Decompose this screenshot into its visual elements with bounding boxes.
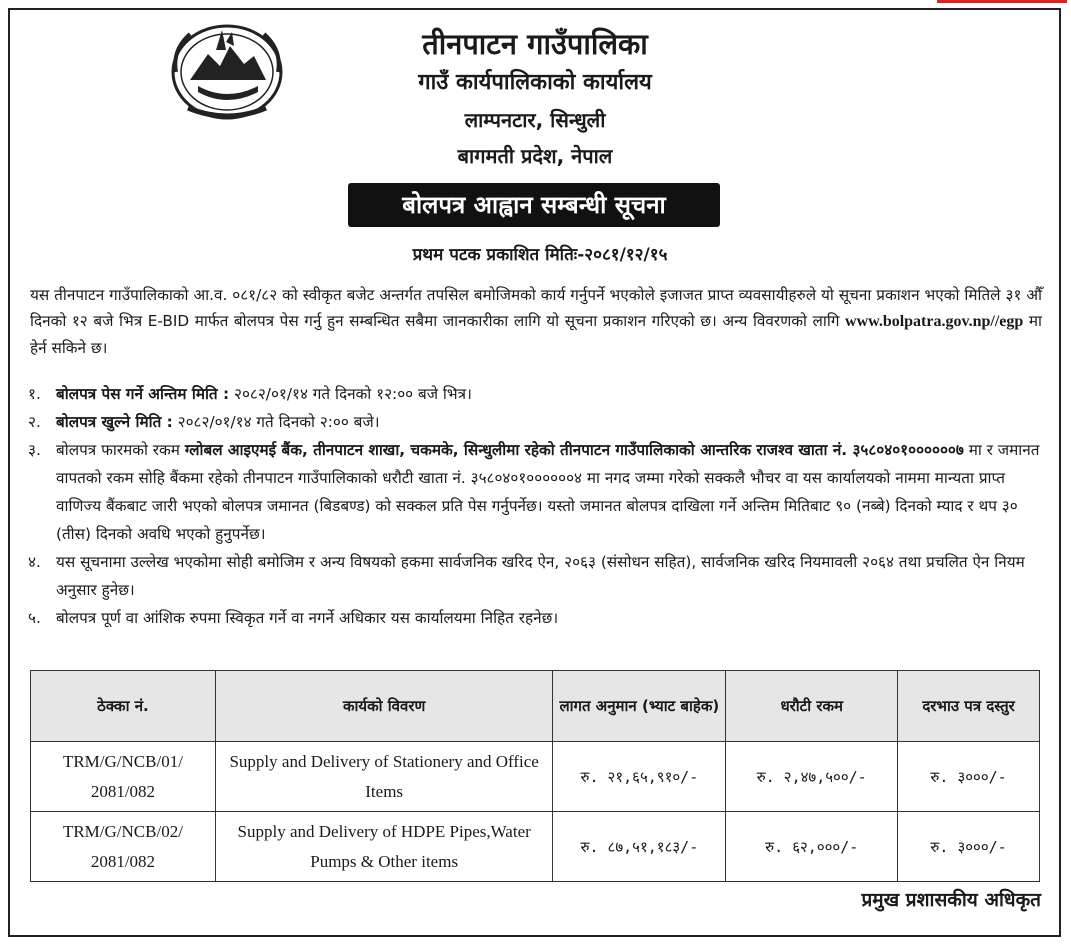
item-number: ४. <box>28 553 41 571</box>
intro-paragraph <box>30 282 1042 361</box>
signature-title: प्रमुख प्रशासकीय अधिकृत <box>861 889 1041 911</box>
cell-fee: रु. ३०००/- <box>898 812 1040 882</box>
list-item <box>28 604 1044 632</box>
header-contract-no: ठेक्का नं. <box>31 671 216 742</box>
conditions-list <box>28 380 1044 632</box>
item-text: २०८२/०१/१४ गते दिनको २:०० बजे। <box>177 413 380 431</box>
office-location: लाम्पनटार, सिन्धुली <box>464 108 606 132</box>
cell-fee: रु. ३०००/- <box>898 742 1040 812</box>
table-header-row <box>31 671 1040 742</box>
office-name: गाउँ कार्यपालिकाको कार्यालय <box>418 70 652 95</box>
cell-contract-no: TRM/G/NCB/01/ 2081/082 <box>31 742 216 812</box>
list-item <box>28 408 1044 436</box>
website-link[interactable]: www.bolpatra.gov.np//egp <box>845 313 1024 330</box>
intro-text: यस तीनपाटन गाउँपालिकाको आ.व. ०८१/८२ को स्वीकृत बजेट अन्तर्गत तपसिल बमोजिमको कार्य गर्नुपर्ने भएकोले इजाजत प्राप्त व्यवसायीहरुले यो सूचना प्रकाशन भएको मितिले ३१ औँ दिनको १२ बजे भित्र E-BID मार्फत बोलपत्र पेस गर्नु हुन सम्बन्धित सबैमा जानकारीका लागि यो सूचना प्रकाशन गरिएको छ। अन्य विवरणको लागि <box>30 286 1042 330</box>
cell-deposit: रु. २,४७,५००/- <box>726 742 898 812</box>
header-fee: दरभाउ पत्र दस्तुर <box>898 671 1040 742</box>
org-name: तीनपाटन गाउँपालिका <box>422 27 648 61</box>
item-pre: बोलपत्र फारमको रकम <box>56 441 180 459</box>
notice-title: बोलपत्र आह्वान सम्बन्धी सूचना <box>348 183 720 227</box>
list-item <box>28 436 1044 548</box>
intro-suffix: मा हेर्न सकिने छ। <box>30 312 1042 357</box>
table-row <box>31 812 1040 882</box>
cell-estimate: रु. ८७,५१,१८३/- <box>553 812 726 882</box>
cell-description: Supply and Delivery of HDPE Pipes,Water Pumps & Other items <box>215 812 553 882</box>
item-text: २०८२/०१/१४ गते दिनको १२:०० बजे भित्र। <box>233 385 472 403</box>
item-text: यस सूचनामा उल्लेख भएकोमा सोही बमोजिम र अन्य विषयको हकमा सार्वजनिक खरिद ऐन, २०६३ (संसोधन सहित), सार्वजनिक खरिद नियमावली २०६४ तथा प्रचलित ऐन नियम अनुसार हुनेछ। <box>56 553 1025 599</box>
header-description: कार्यको विवरण <box>215 671 553 742</box>
item-label: बोलपत्र खुल्ने मिति : <box>56 413 173 431</box>
cell-estimate: रु. २१,६५,९१०/- <box>553 742 726 812</box>
item-number: ५. <box>28 609 41 627</box>
list-item <box>28 380 1044 408</box>
nepal-emblem-icon <box>168 20 286 122</box>
item-bold: ग्लोबल आइएमई बैंक, तीनपाटन शाखा, चकमके, सिन्धुलीमा रहेको तीनपाटन गाउँपालिकाको आन्तरिक राजश्व खाता नं. ३५८०४०१००००००७ <box>184 441 964 459</box>
item-text: बोलपत्र पूर्ण वा आंशिक रुपमा स्विकृत गर्ने वा नगर्ने अधिकार यस कार्यालयमा निहित रहनेछ। <box>56 609 559 627</box>
item-label: बोलपत्र पेस गर्ने अन्तिम मिति : <box>56 385 230 403</box>
cell-description: Supply and Delivery of Stationery and Office Items <box>215 742 553 812</box>
item-number: ३. <box>28 441 41 459</box>
table-row <box>31 742 1040 812</box>
item-number: १. <box>28 385 41 403</box>
item-text: मा र जमानत वापतको रकम सोहि बैंकमा रहेको तीनपाटन गाउँपालिकाको धरौटी खाता नं. ३५८०४०१००००००४ मा नगद जम्मा गरेको सक्कलै भौचर वा यस कार्यालयको नाममा मान्यता प्राप्त वाणिज्य बैंकबाट जारी भएको बोलपत्र जमानत (बिडबण्ड) को सक्कल प्रति पेस गर्नुपर्नेछ। यस्तो जमानत बोलपत्र दाखिला गर्ने अन्तिम मितिबाट ९० (नब्बे) दिनको म्याद र थप ३० (तीस) दिनको अवधि भएको हुनुपर्नेछ। <box>56 441 1040 543</box>
header-deposit: धरौटी रकम <box>726 671 898 742</box>
tender-table <box>30 670 1040 882</box>
item-number: २. <box>28 413 41 431</box>
cell-deposit: रु. ६२,०००/- <box>726 812 898 882</box>
published-date: प्रथम पटक प्रकाशित मितिः-२०८१/१२/१५ <box>412 245 668 265</box>
cell-contract-no: TRM/G/NCB/02/ 2081/082 <box>31 812 216 882</box>
office-province: बागमती प्रदेश, नेपाल <box>457 144 613 168</box>
top-accent-line <box>937 0 1067 3</box>
header-estimate: लागत अनुमान (भ्याट बाहेक) <box>553 671 726 742</box>
list-item <box>28 548 1044 604</box>
